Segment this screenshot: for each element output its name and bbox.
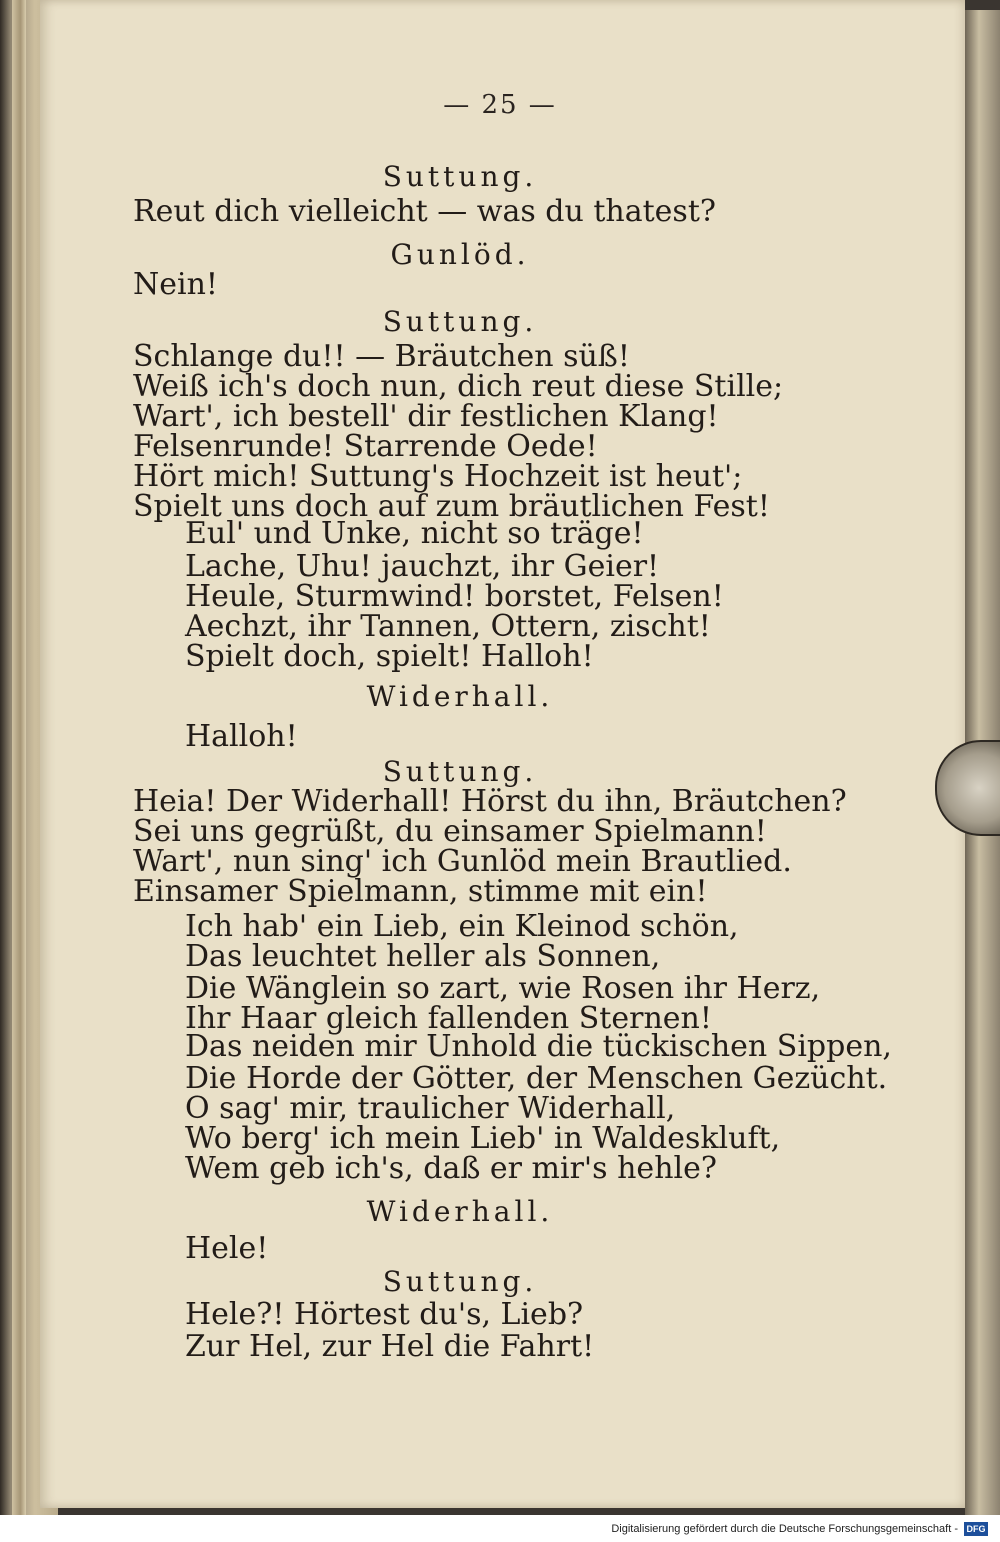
speaker-name: Widerhall. — [366, 1195, 554, 1228]
verse-line: Einsamer Spielmann, stimme mit ein! — [133, 874, 708, 909]
verse-line-indented: Das leuchtet heller als Sonnen, — [185, 939, 661, 974]
verse-line-indented: Zur Hel, zur Hel die Fahrt! — [185, 1329, 595, 1364]
verse-line-indented: Hele?! Hörtest du's, Lieb? — [185, 1297, 584, 1332]
verse-line: Wart', nun sing' ich Gunlöd mein Brautlied. — [133, 844, 792, 879]
verse-line-indented: Die Horde der Götter, der Menschen Gezücht. — [185, 1061, 888, 1096]
verse-line-indented: Ich hab' ein Lieb, ein Kleinod schön, — [185, 909, 739, 944]
verse-line: Weiß ich's doch nun, dich reut diese Stille; — [133, 369, 784, 404]
verse-line: Schlange du!! — Bräutchen süß! — [133, 339, 630, 374]
page-number: — 25 — — [443, 90, 557, 120]
verse-line-indented: Wo berg' ich mein Lieb' in Waldeskluft, — [185, 1121, 781, 1156]
verse-line-indented: Spielt doch, spielt! Halloh! — [185, 639, 594, 674]
speaker-name: Gunlöd. — [390, 238, 530, 271]
verse-line: Reut dich vielleicht — was du thatest? — [133, 194, 716, 229]
verse-line-indented: Aechzt, ihr Tannen, Ottern, zischt! — [185, 609, 711, 644]
verse-line: Spielt uns doch auf zum bräutlichen Fest! — [133, 489, 770, 524]
verse-line: Heia! Der Widerhall! Hörst du ihn, Bräutchen? — [133, 784, 847, 819]
footer-credit: Digitalisierung gefördert durch die Deutsche Forschungsgemeinschaft - — [611, 1523, 958, 1535]
verse-line-indented: Hele! — [185, 1231, 269, 1266]
verse-line-indented: O sag' mir, traulicher Widerhall, — [185, 1091, 676, 1126]
verse-line-indented: Das neiden mir Unhold die tückischen Sippen, — [185, 1029, 892, 1064]
verse-line-indented: Heule, Sturmwind! borstet, Felsen! — [185, 579, 724, 614]
verse-line-indented: Halloh! — [185, 719, 298, 754]
speaker-name: Suttung. — [382, 160, 538, 193]
verse-line: Hört mich! Suttung's Hochzeit ist heut'; — [133, 459, 743, 494]
verse-line-indented: Wem geb ich's, daß er mir's hehle? — [185, 1151, 717, 1186]
verse-line: Wart', ich bestell' dir festlichen Klang! — [133, 399, 719, 434]
dfg-logo: DFG — [964, 1522, 988, 1536]
speaker-name: Suttung. — [382, 755, 538, 788]
verse-line-indented: Lache, Uhu! jauchzt, ihr Geier! — [185, 549, 660, 584]
speaker-name: Suttung. — [382, 1265, 538, 1298]
verse-line-indented: Die Wänglein so zart, wie Rosen ihr Herz, — [185, 971, 821, 1006]
speaker-name: Widerhall. — [366, 680, 554, 713]
verse-line: Sei uns gegrüßt, du einsamer Spielmann! — [133, 814, 767, 849]
speaker-name: Suttung. — [382, 305, 538, 338]
verse-line: Felsenrunde! Starrende Oede! — [133, 429, 598, 464]
verse-line-indented: Eul' und Unke, nicht so träge! — [185, 516, 644, 551]
verse-line: Nein! — [133, 267, 218, 302]
verse-line-indented: Ihr Haar gleich fallenden Sternen! — [185, 1001, 712, 1036]
